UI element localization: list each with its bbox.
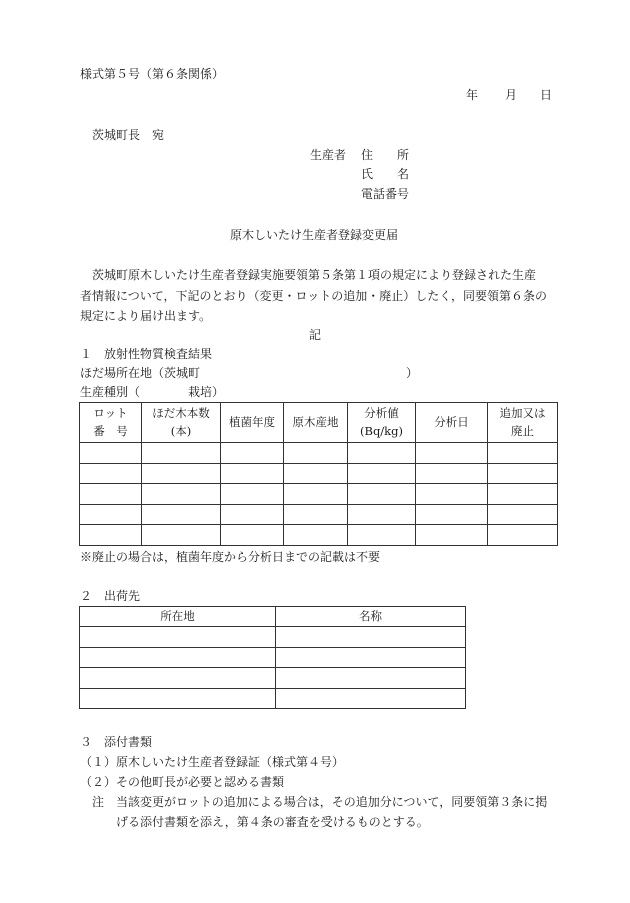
header-lot-number: ロット 番 号: [80, 403, 142, 443]
header-location: 所在地: [80, 607, 276, 627]
type-suffix: 栽培）: [188, 385, 225, 399]
table-row: [80, 484, 558, 505]
inspection-table: [79, 402, 558, 546]
attachment-item-2: （２）その他町長が必要と認める書類: [80, 775, 285, 789]
header-inoculation-year: 植菌年度: [221, 403, 284, 443]
header-log-count: ほだ木本数 (本): [142, 403, 221, 443]
header-name: 名称: [276, 607, 466, 627]
name-label: 氏 名: [361, 167, 410, 181]
attachment-note-line-1: 注 当該変更がロットの追加による場合は，その追加分について，同要領第３条に掲: [92, 795, 548, 809]
table-row: [80, 463, 558, 484]
date-month-label: 月: [505, 88, 518, 102]
producer-label: 生産者: [310, 148, 347, 162]
section-3-heading: ３ 添付書類: [80, 735, 153, 749]
form-number: 様式第５号（第６条関係）: [80, 67, 225, 81]
shipping-table-header-row: [80, 607, 466, 627]
abolition-note: ※廃止の場合は，植菌年度から分析日までの記載は不要: [80, 550, 381, 564]
section-1-heading: １ 放射性物質検査結果: [80, 347, 213, 361]
date-day-label: 日: [540, 88, 553, 102]
table-row: [80, 627, 466, 648]
body-line-1: 茨城町原木しいたけ生産者登録実施要領第５条第１項の規定により登録された生産: [92, 268, 537, 282]
header-analysis-value: 分析値 (Bq/kg): [348, 403, 416, 443]
table-row: [80, 443, 558, 464]
shipping-table: [79, 606, 466, 709]
table-row: [80, 647, 466, 668]
type-prefix: 生産種別（: [80, 385, 141, 399]
header-analysis-date: 分析日: [416, 403, 488, 443]
date-year-label: 年: [466, 88, 479, 102]
addressee: 茨城町長 宛: [92, 128, 165, 142]
document-title: 原木しいたけ生産者登録変更届: [230, 228, 399, 242]
table-row: [80, 504, 558, 525]
ki-marker: 記: [309, 328, 322, 342]
body-line-2: 者情報について，下記のとおり（変更・ロットの追加・廃止）したく，同要領第６条の: [80, 289, 548, 303]
location-prefix: ほだ場所在地（茨城町: [80, 366, 201, 380]
inspection-table-header-row: [80, 403, 558, 443]
header-add-or-abolish: 追加又は 廃止: [488, 403, 558, 443]
phone-label: 電話番号: [361, 187, 410, 201]
table-row: [80, 668, 466, 689]
location-suffix: ）: [406, 366, 419, 380]
attachment-item-1: （１）原木しいたけ生産者登録証（様式第４号）: [80, 755, 345, 769]
body-line-3: 規定により届け出ます。: [80, 309, 212, 323]
address-label: 住 所: [361, 148, 410, 162]
table-row: [80, 525, 558, 546]
table-row: [80, 688, 466, 709]
header-log-origin: 原木産地: [284, 403, 348, 443]
attachment-note-line-2: げる添付書類を添え，第４条の審査を受けるものとする。: [116, 815, 429, 829]
section-2-heading: ２ 出荷先: [80, 589, 141, 603]
